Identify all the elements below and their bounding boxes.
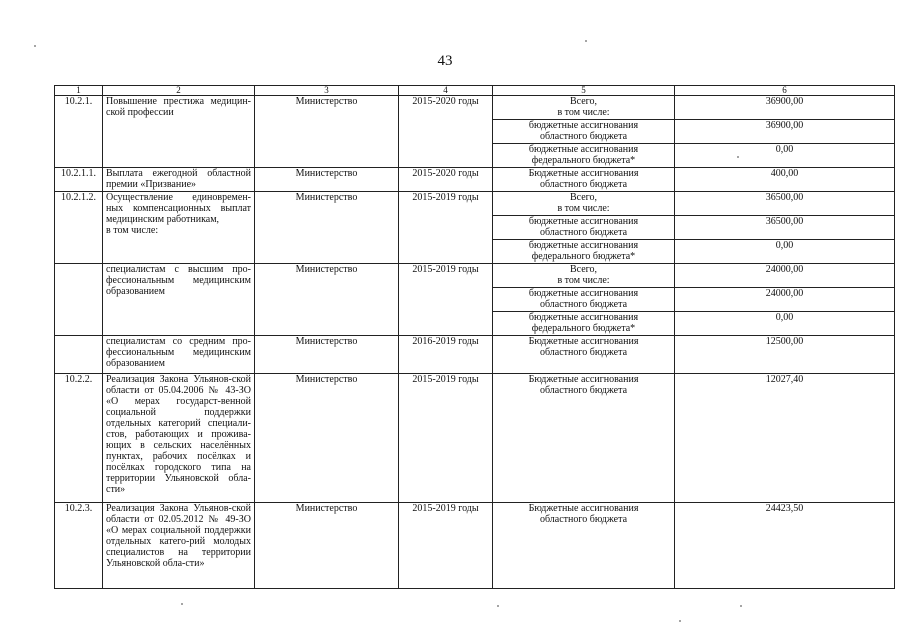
budget-table — [54, 85, 895, 589]
item-period: 2015-2020 годы — [399, 168, 493, 192]
funding-source: бюджетные ассигнования федерального бюджета* — [493, 240, 675, 264]
funding-amount: 24423,50 — [675, 503, 895, 589]
item-name: Повышение престижа медицин-ской профессии — [103, 96, 255, 168]
funding-amount: 12027,40 — [675, 374, 895, 503]
funding-amount: 24000,00 — [675, 288, 895, 312]
item-name: Реализация Закона Ульянов-ской области от 02.05.2012 № 49-ЗО «О мерах социальной поддержки отдельных катего-рий молодых специалистов на территории Ульяновской обла-сти» — [103, 503, 255, 589]
table-row — [55, 96, 895, 120]
item-period: 2015-2019 годы — [399, 374, 493, 503]
funding-amount: 36500,00 — [675, 216, 895, 240]
funding-amount: 36900,00 — [675, 96, 895, 120]
funding-source: Бюджетные ассигнования областного бюджета — [493, 168, 675, 192]
item-code: 10.2.1.2. — [55, 192, 103, 264]
item-executor: Министерство — [255, 168, 399, 192]
item-code: 10.2.2. — [55, 374, 103, 503]
table-row — [55, 168, 895, 192]
table-row — [55, 503, 895, 589]
funding-source: бюджетные ассигнования областного бюджета — [493, 120, 675, 144]
scan-speck — [740, 605, 742, 607]
item-name: специалистам со средним про-фессиональным медицинским образованием — [103, 336, 255, 374]
item-code — [55, 264, 103, 336]
funding-amount: 12500,00 — [675, 336, 895, 374]
header-row — [55, 86, 895, 96]
funding-amount: 36500,00 — [675, 192, 895, 216]
item-name: Осуществление единовремен-ных компенсационных выплат медицинским работникам, в том числе: — [103, 192, 255, 264]
funding-source: Всего, в том числе: — [493, 96, 675, 120]
funding-source: бюджетные ассигнования федерального бюджета* — [493, 144, 675, 168]
funding-source: Бюджетные ассигнования областного бюджета — [493, 336, 675, 374]
item-executor: Министерство — [255, 96, 399, 168]
funding-amount: 0,00 — [675, 240, 895, 264]
funding-amount: 24000,00 — [675, 264, 895, 288]
item-executor: Министерство — [255, 374, 399, 503]
scan-speck — [34, 45, 36, 47]
item-executor: Министерство — [255, 503, 399, 589]
funding-amount: 400,00 — [675, 168, 895, 192]
header-cell: 1 — [55, 86, 103, 96]
funding-source: бюджетные ассигнования областного бюджета — [493, 288, 675, 312]
item-code: 10.2.1.1. — [55, 168, 103, 192]
table-row — [55, 192, 895, 216]
item-period: 2015-2020 годы — [399, 96, 493, 168]
item-name: специалистам с высшим про-фессиональным медицинским образованием — [103, 264, 255, 336]
header-cell: 5 — [493, 86, 675, 96]
item-code — [55, 336, 103, 374]
item-executor: Министерство — [255, 336, 399, 374]
funding-source: бюджетные ассигнования федерального бюджета* — [493, 312, 675, 336]
item-period: 2015-2019 годы — [399, 503, 493, 589]
funding-source: Бюджетные ассигнования областного бюджета — [493, 374, 675, 503]
funding-source: Всего, в том числе: — [493, 192, 675, 216]
scan-speck — [181, 603, 183, 605]
scan-speck — [497, 605, 499, 607]
scan-speck — [585, 40, 587, 42]
header-cell: 4 — [399, 86, 493, 96]
item-period: 2016-2019 годы — [399, 336, 493, 374]
item-period: 2015-2019 годы — [399, 192, 493, 264]
item-code: 10.2.1. — [55, 96, 103, 168]
item-code: 10.2.3. — [55, 503, 103, 589]
scan-speck — [737, 156, 739, 158]
header-cell: 3 — [255, 86, 399, 96]
funding-source: Бюджетные ассигнования областного бюджета — [493, 503, 675, 589]
funding-source: Всего, в том числе: — [493, 264, 675, 288]
item-name: Реализация Закона Ульянов-ской области от 05.04.2006 № 43-ЗО «О мерах государст-венной социальной поддержки отдельных категорий специали-стов, работающих и прожива-ющих в сельских населённых пунктах, рабочих посёлках и посёлках городского типа на территории Ульяновской обла-сти» — [103, 374, 255, 503]
budget-table-body — [55, 86, 895, 589]
funding-amount: 0,00 — [675, 144, 895, 168]
table-row — [55, 374, 895, 503]
table-row — [55, 264, 895, 288]
scan-speck — [679, 620, 681, 622]
item-executor: Министерство — [255, 264, 399, 336]
funding-amount: 0,00 — [675, 312, 895, 336]
header-cell: 6 — [675, 86, 895, 96]
funding-source: бюджетные ассигнования областного бюджета — [493, 216, 675, 240]
table-row — [55, 336, 895, 374]
item-period: 2015-2019 годы — [399, 264, 493, 336]
item-name: Выплата ежегодной областной премии «Призвание» — [103, 168, 255, 192]
funding-amount: 36900,00 — [675, 120, 895, 144]
page-number: 43 — [437, 53, 453, 69]
item-executor: Министерство — [255, 192, 399, 264]
header-cell: 2 — [103, 86, 255, 96]
